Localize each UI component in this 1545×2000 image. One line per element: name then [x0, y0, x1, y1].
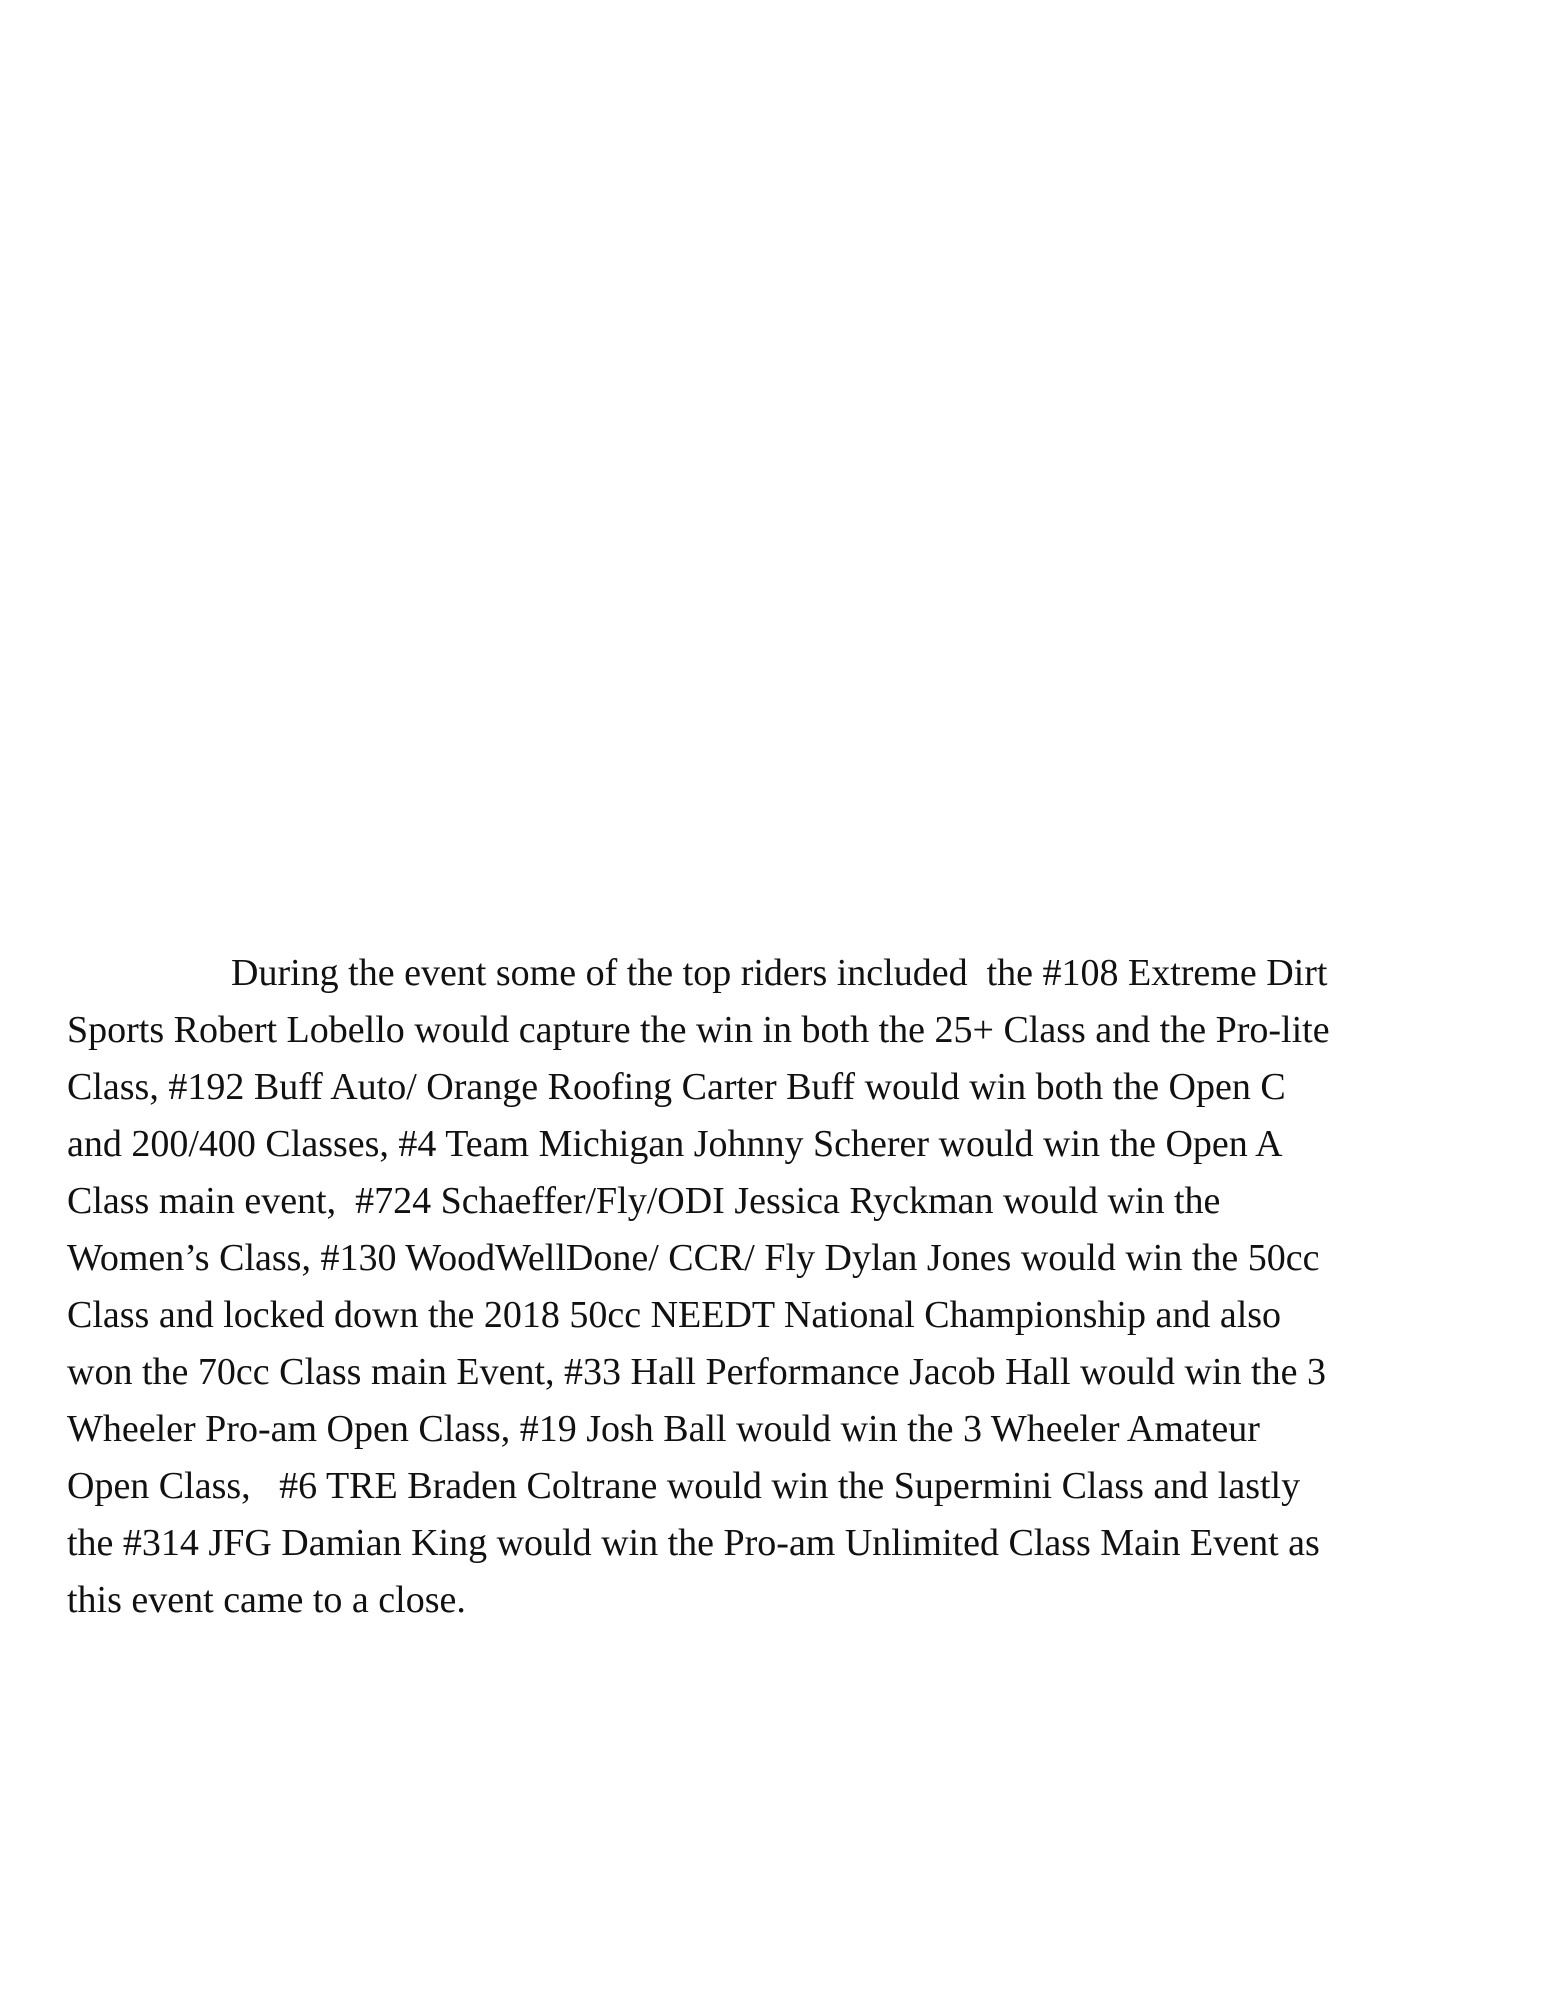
- paragraph-line-9: Wheeler Pro-am Open Class, #19 Josh Ball would win the 3 Wheeler Amateur: [67, 1408, 1260, 1450]
- paragraph-line-1: During the event some of the top riders included the #108 Extreme Dirt: [231, 952, 1328, 994]
- paragraph-line-7: Class and locked down the 2018 50cc NEEDT National Championship and also: [67, 1294, 1282, 1336]
- paragraph-line-2: Sports Robert Lobello would capture the win in both the 25+ Class and the Pro-lite: [67, 1009, 1330, 1051]
- paragraph-line-12: this event came to a close.: [67, 1579, 466, 1621]
- paragraph-line-5: Class main event, #724 Schaeffer/Fly/ODI Jessica Ryckman would win the: [67, 1180, 1221, 1222]
- paragraph-line-3: Class, #192 Buff Auto/ Orange Roofing Carter Buff would win both the Open C: [67, 1066, 1286, 1108]
- body-paragraph: [67, 945, 1467, 1629]
- paragraph-line-8: won the 70cc Class main Event, #33 Hall Performance Jacob Hall would win the 3: [67, 1351, 1326, 1393]
- paragraph-line-4: and 200/400 Classes, #4 Team Michigan Johnny Scherer would win the Open A: [67, 1123, 1283, 1165]
- paragraph-line-10: Open Class, #6 TRE Braden Coltrane would win the Supermini Class and lastly: [67, 1465, 1301, 1507]
- paragraph-line-6: Women’s Class, #130 WoodWellDone/ CCR/ Fly Dylan Jones would win the 50cc: [67, 1237, 1320, 1279]
- paragraph-line-11: the #314 JFG Damian King would win the Pro-am Unlimited Class Main Event as: [67, 1522, 1320, 1564]
